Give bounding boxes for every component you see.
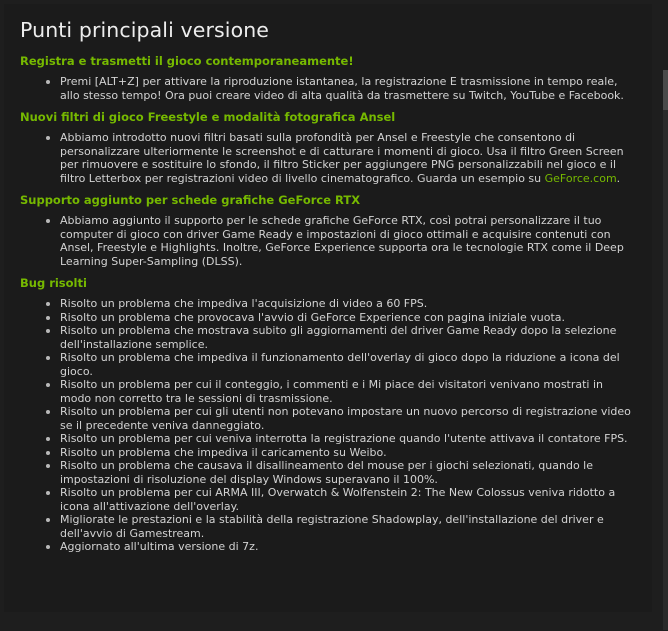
release-notes-panel (4, 4, 652, 612)
list-item: Risolto un problema che causava il disallineamento del mouse per i giochi selezionati, quando le impostazioni di risoluzione del display Windows superavano il 100%. (44, 459, 636, 486)
section-title: Nuovi filtri di gioco Freestyle e modalità fotografica Ansel (20, 110, 396, 124)
geforce-link[interactable]: GeForce.com (544, 171, 617, 185)
list-item: Migliorate le prestazioni e la stabilità della registrazione Shadowplay, dell'installazione del driver e dell'avvio di Gamestream. (44, 513, 636, 540)
section-list (20, 131, 636, 185)
list-item-text: Abbiamo introdotto nuovi filtri basati sulla profondità per Ansel e Freestyle che consentono di personalizzare ulteriormente le screenshot e di catturare i momenti di gioco. Usa il filtro Green Screen per rimuovere e sostituire lo sfondo, il filtro Sticker per aggiungere PNG personalizzabili nel gioco e il filtro Letterbox per registrazioni video di livello cinematografico. Guarda un esempio su (60, 131, 624, 185)
list-item: Risolto un problema che mostrava subito gli aggiornamenti del driver Game Ready dopo la selezione dell'installazione semplice. (44, 324, 636, 351)
section-title: Bug risolti (20, 276, 87, 290)
list-item: Risolto un problema per cui gli utenti non potevano impostare un nuovo percorso di registrazione video se il precedente veniva danneggiato. (44, 405, 636, 432)
list-item: Risolto un problema che provocava l'avvio di GeForce Experience con pagina iniziale vuota. (44, 311, 636, 325)
list-item: Risolto un problema per cui il conteggio, i commenti e i Mi piace dei visitatori venivano mostrati in modo non corretto tra le sessioni di trasmissione. (44, 378, 636, 405)
list-item: Aggiornato all'ultima versione di 7z. (44, 540, 636, 554)
section-title: Registra e trasmetti il gioco contemporaneamente! (20, 54, 354, 68)
section-freestyle-ansel (20, 110, 636, 185)
section-list (20, 75, 636, 102)
section-list (20, 297, 636, 554)
scrollbar-track[interactable] (663, 70, 668, 630)
list-item (44, 131, 636, 185)
list-item: Risolto un problema per cui ARMA III, Overwatch & Wolfenstein 2: The New Colossus veniva ridotto a icona all'attivazione dell'overlay. (44, 486, 636, 513)
section-broadcast (20, 54, 636, 102)
list-item: Risolto un problema che impediva il caricamento su Weibo. (44, 446, 636, 460)
page-title: Punti principali versione (20, 18, 270, 42)
list-item-end: . (616, 171, 621, 185)
list-item: Premi [ALT+Z] per attivare la riproduzione istantanea, la registrazione E trasmissione in tempo reale, allo stesso tempo! Ora puoi creare video di alta qualità da trasmettere su Twitch, YouTube e Facebook. (44, 75, 636, 102)
section-bug-fixes (20, 276, 636, 554)
list-item: Risolto un problema che impediva l'acquisizione di video a 60 FPS. (44, 297, 636, 311)
section-rtx-support (20, 193, 636, 268)
scrollbar-thumb[interactable] (663, 70, 668, 110)
list-item: Risolto un problema per cui veniva interrotta la registrazione quando l'utente attivava il contatore FPS. (44, 432, 636, 446)
list-item: Abbiamo aggiunto il supporto per le schede grafiche GeForce RTX, così potrai personalizzare il tuo computer di gioco con driver Game Ready e impostazioni di gioco ottimali e acquisire contenuti con Ansel, Freestyle e Highlights. Inoltre, GeForce Experience supporta ora le tecnologie RTX come il Deep Learning Super-Sampling (DLSS). (44, 214, 636, 268)
section-list (20, 214, 636, 268)
section-title: Supporto aggiunto per schede grafiche GeForce RTX (20, 193, 361, 207)
list-item: Risolto un problema che impediva il funzionamento dell'overlay di gioco dopo la riduzione a icona del gioco. (44, 351, 636, 378)
